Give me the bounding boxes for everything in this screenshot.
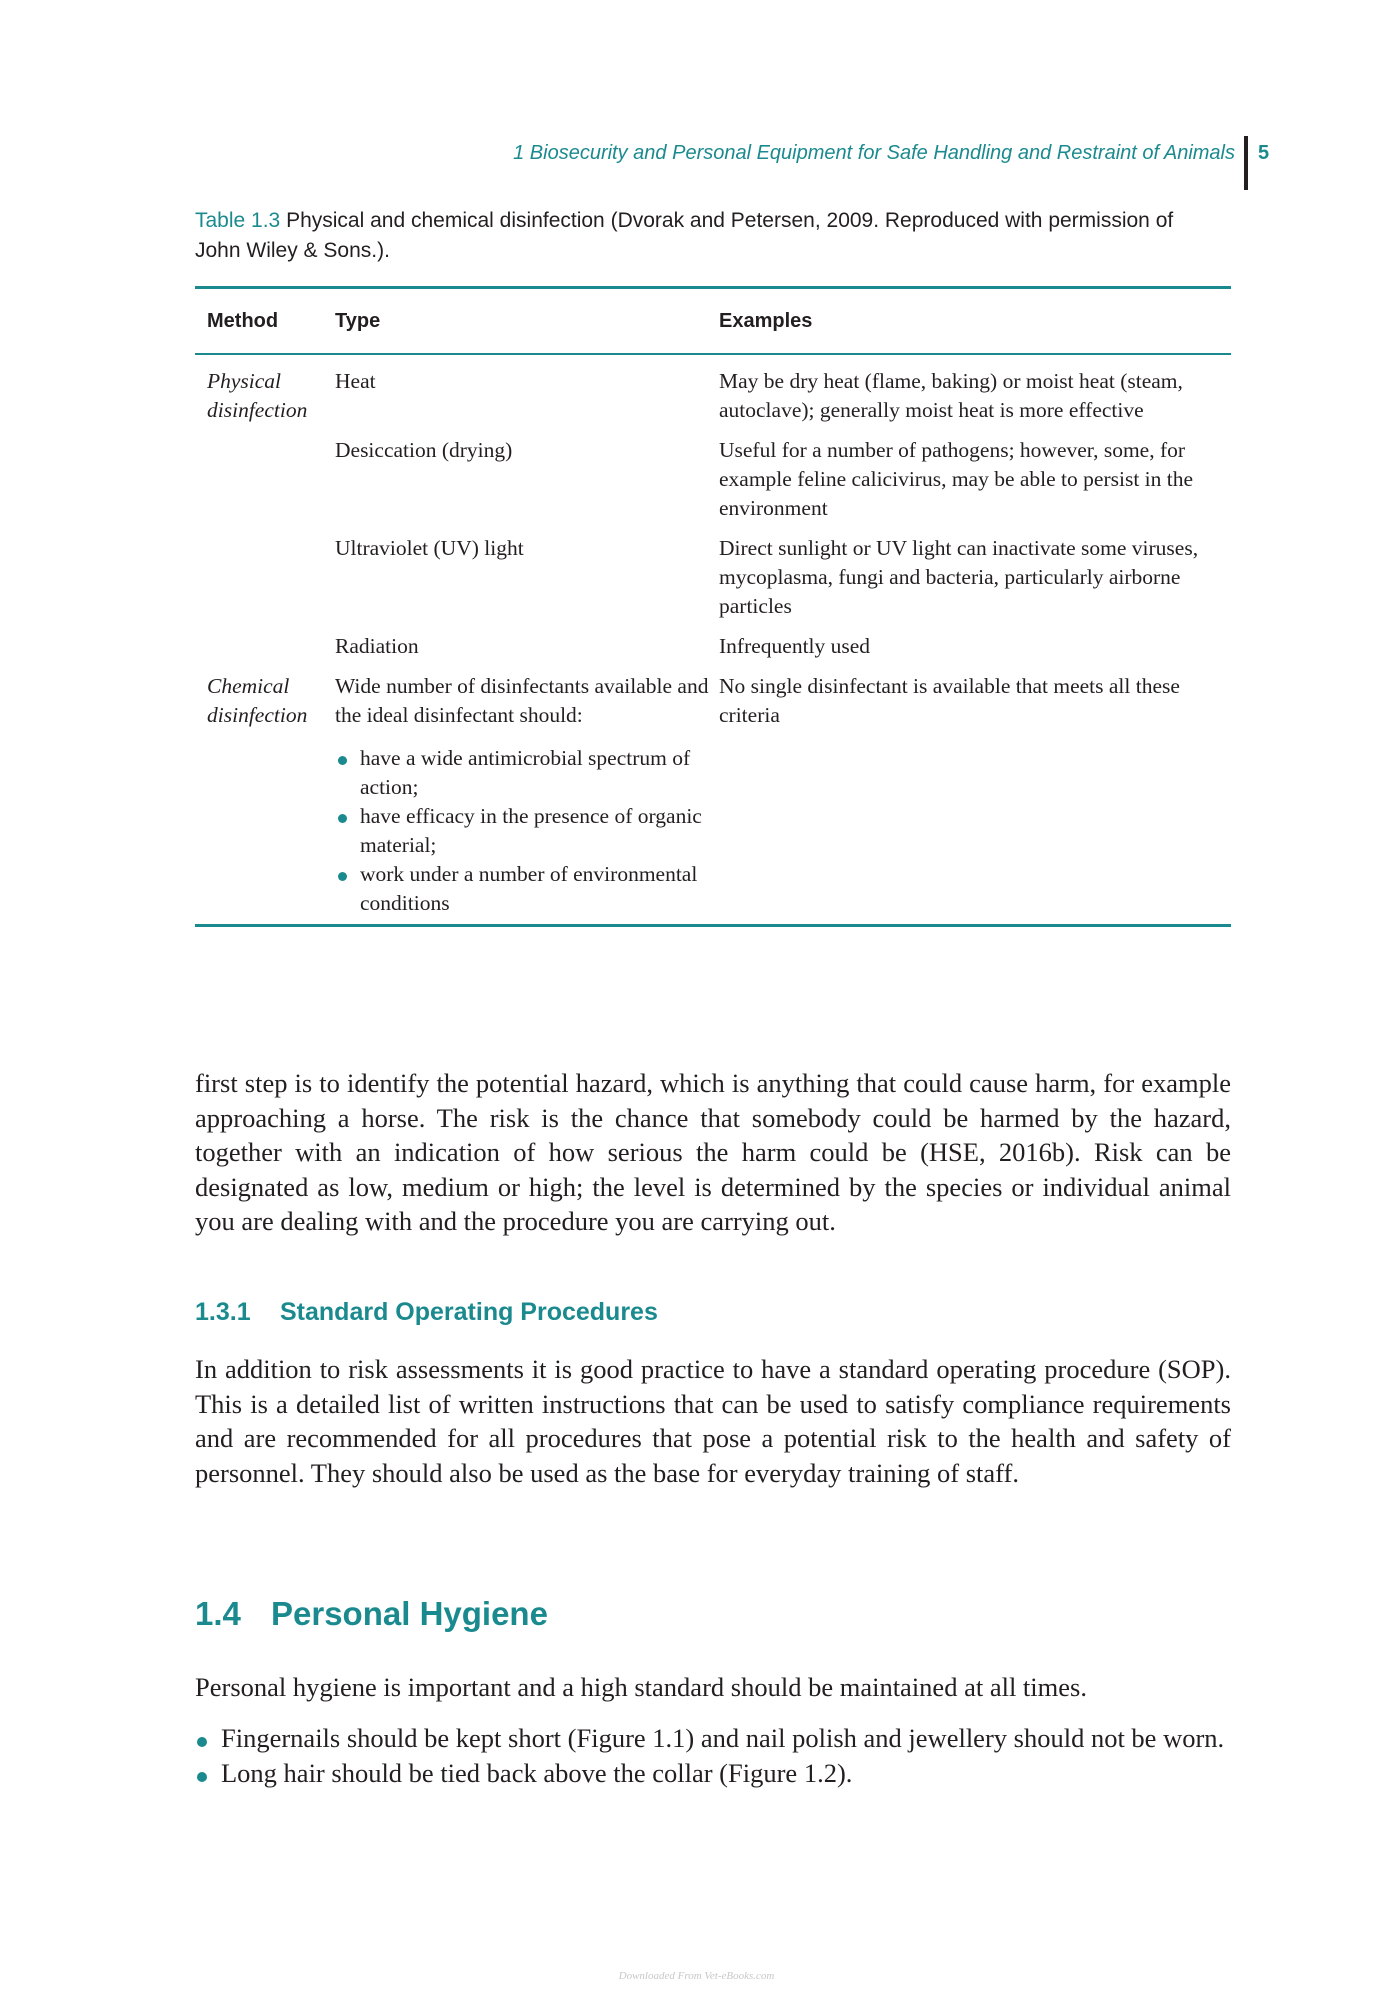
cell-type: Ultraviolet (UV) light — [335, 536, 524, 560]
section-title: Personal Hygiene — [271, 1595, 548, 1632]
column-header-type: Type — [335, 309, 381, 332]
cell-type: Desiccation (drying) — [335, 438, 513, 462]
cell-type: Heat — [335, 369, 376, 393]
table-caption-label: Table 1.3 — [195, 209, 281, 232]
cell-examples: Useful for a number of pathogens; however, some, for example feline calicivirus, may be able to persist in the environment — [719, 438, 1194, 520]
table-row — [195, 632, 1231, 661]
header-rule — [1244, 136, 1248, 190]
subsection-number: 1.3.1 — [195, 1298, 251, 1326]
table-row — [195, 436, 1231, 523]
cell-method — [195, 632, 335, 661]
cell-type-text: Wide number of disinfectants available and the ideal disinfectant should: — [335, 674, 709, 727]
column-header-examples: Examples — [719, 309, 813, 332]
disinfection-table — [195, 286, 1231, 927]
cell-method: Physical disinfection — [207, 369, 308, 422]
table-caption — [195, 206, 1175, 266]
cell-method: Chemical disinfection — [207, 674, 308, 727]
hygiene-list — [195, 1721, 1231, 1790]
body-paragraph: Personal hygiene is important and a high standard should be maintained at all times. — [195, 1672, 1087, 1702]
criteria-list — [335, 744, 719, 918]
cell-examples: May be dry heat (flame, baking) or moist heat (steam, autoclave); generally moist heat is more effective — [719, 369, 1183, 422]
body-paragraph: In addition to risk assessments it is good practice to have a standard operating procedure (SOP). This is a detailed list of written instructions that can be used to satisfy compliance requirements and are recommended for all procedures that pose a potential risk to the health and safety of personnel. They should also be used as the base for everyday training of staff. — [195, 1354, 1231, 1488]
section-heading — [195, 1595, 548, 1633]
subsection-heading — [195, 1298, 658, 1327]
running-header: 1 Biosecurity and Personal Equipment for Safe Handling and Restraint of Animals — [513, 142, 1235, 164]
list-item: Long hair should be tied back above the collar (Figure 1.2). — [195, 1756, 1231, 1791]
table-bottom-rule — [195, 924, 1231, 927]
page-number: 5 — [1258, 142, 1270, 164]
table-row — [195, 534, 1231, 621]
list-item: have a wide antimicrobial spectrum of action; — [335, 744, 719, 802]
table-body — [195, 355, 1231, 924]
table-caption-text: Physical and chemical disinfection (Dvorak and Petersen, 2009. Reproduced with permission of John Wiley & Sons.). — [195, 209, 1174, 262]
cell-examples: No single disinfectant is available that meets all these criteria — [719, 674, 1180, 727]
cell-type: Radiation — [335, 634, 419, 658]
cell-examples: Infrequently used — [719, 634, 871, 658]
table-row — [195, 672, 1231, 918]
cell-type — [335, 672, 719, 918]
table-header-row — [195, 289, 1231, 353]
cell-method — [195, 534, 335, 621]
list-item: have efficacy in the presence of organic material; — [335, 802, 719, 860]
body-paragraph: first step is to identify the potential hazard, which is anything that could cause harm, for example approaching a horse. The risk is the chance that somebody could be harmed by the hazard, together with an indication of how serious the harm could be (HSE, 2016b). Risk can be designated as low, medium or high; the level is determined by the species or individual animal you are dealing with and the procedure you are carrying out. — [195, 1068, 1231, 1236]
table-row — [195, 367, 1231, 425]
cell-examples: Direct sunlight or UV light can inactivate some viruses, mycoplasma, fungi and bacteria, particularly airborne particles — [719, 536, 1199, 618]
section-number: 1.4 — [195, 1595, 241, 1632]
footer-note: Downloaded From Vet-eBooks.com — [618, 1970, 775, 1982]
cell-method — [195, 436, 335, 523]
list-item: Fingernails should be kept short (Figure 1.1) and nail polish and jewellery should not be worn. — [195, 1721, 1231, 1756]
list-item: work under a number of environmental conditions — [335, 860, 719, 918]
column-header-method: Method — [207, 309, 279, 332]
subsection-title: Standard Operating Procedures — [280, 1298, 658, 1326]
